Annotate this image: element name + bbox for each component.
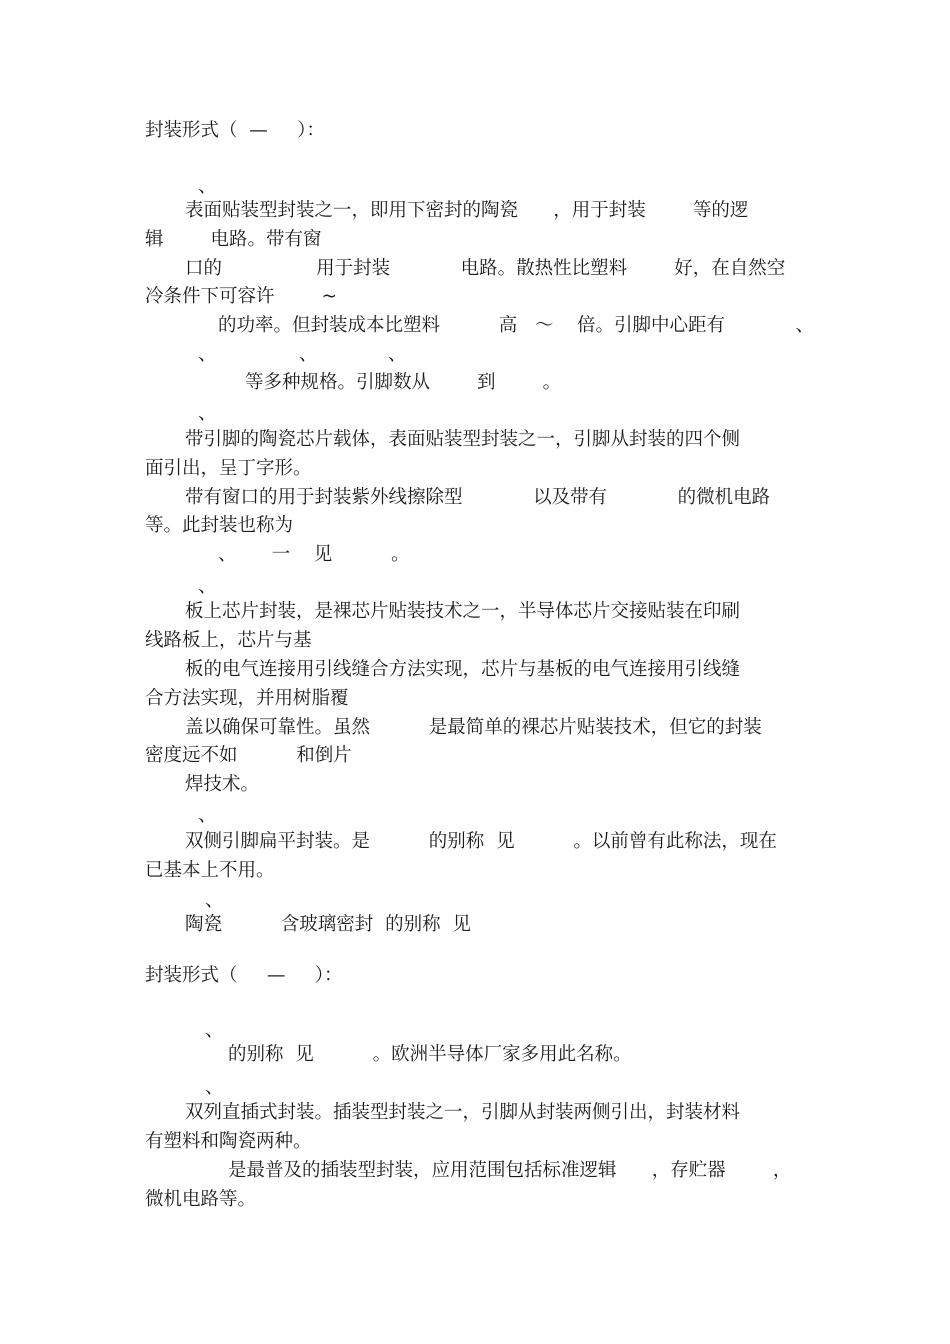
paragraph-line: 有塑料和陶瓷两种。 bbox=[145, 1131, 312, 1152]
paragraph-line: 密度远不如 和倒片 bbox=[145, 745, 352, 766]
paragraph-line: 陶瓷 含玻璃密封 的别称 见 bbox=[185, 914, 471, 935]
paragraph-line: 口的 用于封装 电路。散热性比塑料 好，在自然空 bbox=[185, 258, 786, 279]
paragraph-line: 已基本上不用。 bbox=[145, 860, 275, 881]
paragraph-line: 面引出，呈丁字形。 bbox=[145, 458, 312, 479]
paragraph-line: 线路板上，芯片与基 bbox=[145, 630, 312, 651]
item-marker: 、 bbox=[205, 1077, 224, 1098]
paragraph-line: 等多种规格。引脚数从 到 。 bbox=[245, 372, 562, 393]
section-heading: 封装形式（ — ）： bbox=[145, 120, 325, 141]
item-marker: 、 bbox=[198, 176, 217, 197]
item-marker: 、 bbox=[198, 576, 217, 597]
paragraph-line: 的功率。但封装成本比塑料 高 ～ 倍。引脚中心距有 、 bbox=[218, 315, 815, 336]
paragraph-line: 表面贴装型封装之一，即用下密封的陶瓷 ，用于封装 等的逻 bbox=[185, 200, 749, 221]
paragraph-line: 双侧引脚扁平封装。是 的别称 见 。以前曾有此称法，现在 bbox=[185, 831, 777, 852]
item-marker: 、 bbox=[205, 890, 224, 911]
paragraph-line: 带有窗口的用于封装紫外线擦除型 以及带有 的微机电路 bbox=[185, 487, 771, 508]
paragraph-line: 合方法实现，并用树脂覆 bbox=[145, 688, 349, 709]
paragraph-line: 、 一 见 。 bbox=[218, 544, 410, 565]
paragraph-line: 板上芯片封装，是裸芯片贴装技术之一，半导体芯片交接贴装在印刷 bbox=[185, 601, 741, 622]
paragraph-line: 板的电气连接用引线缝合方法实现，芯片与基板的电气连接用引线缝 bbox=[185, 659, 741, 680]
paragraph-line: 带引脚的陶瓷芯片载体，表面贴装型封装之一，引脚从封装的四个侧 bbox=[185, 429, 741, 450]
paragraph-line: 、 、 、 bbox=[198, 344, 407, 365]
paragraph-line: 焊技术。 bbox=[185, 774, 260, 795]
paragraph-line: 盖以确保可靠性。虽然 是最简单的裸芯片贴装技术，但它的封装 bbox=[185, 717, 762, 738]
item-marker: 、 bbox=[205, 1020, 224, 1041]
paragraph-line: 辑 电路。带有窗 bbox=[145, 229, 322, 250]
item-marker: 、 bbox=[198, 805, 217, 826]
paragraph-line: 微机电路等。 bbox=[145, 1189, 257, 1210]
paragraph-line: 的别称 见 。欧洲半导体厂家多用此名称。 bbox=[228, 1044, 632, 1065]
section-heading: 封装形式（ — ）： bbox=[145, 965, 343, 986]
paragraph-line: 冷条件下可容许 ~ bbox=[145, 286, 338, 307]
paragraph-line: 等。此封装也称为 bbox=[145, 515, 294, 536]
paragraph-line: 双列直插式封装。插装型封装之一，引脚从封装两侧引出，封装材料 bbox=[185, 1102, 741, 1123]
item-marker: 、 bbox=[198, 403, 217, 424]
paragraph-line: 是最普及的插装型封装，应用范围包括标准逻辑 ，存贮器 ， bbox=[228, 1160, 792, 1181]
